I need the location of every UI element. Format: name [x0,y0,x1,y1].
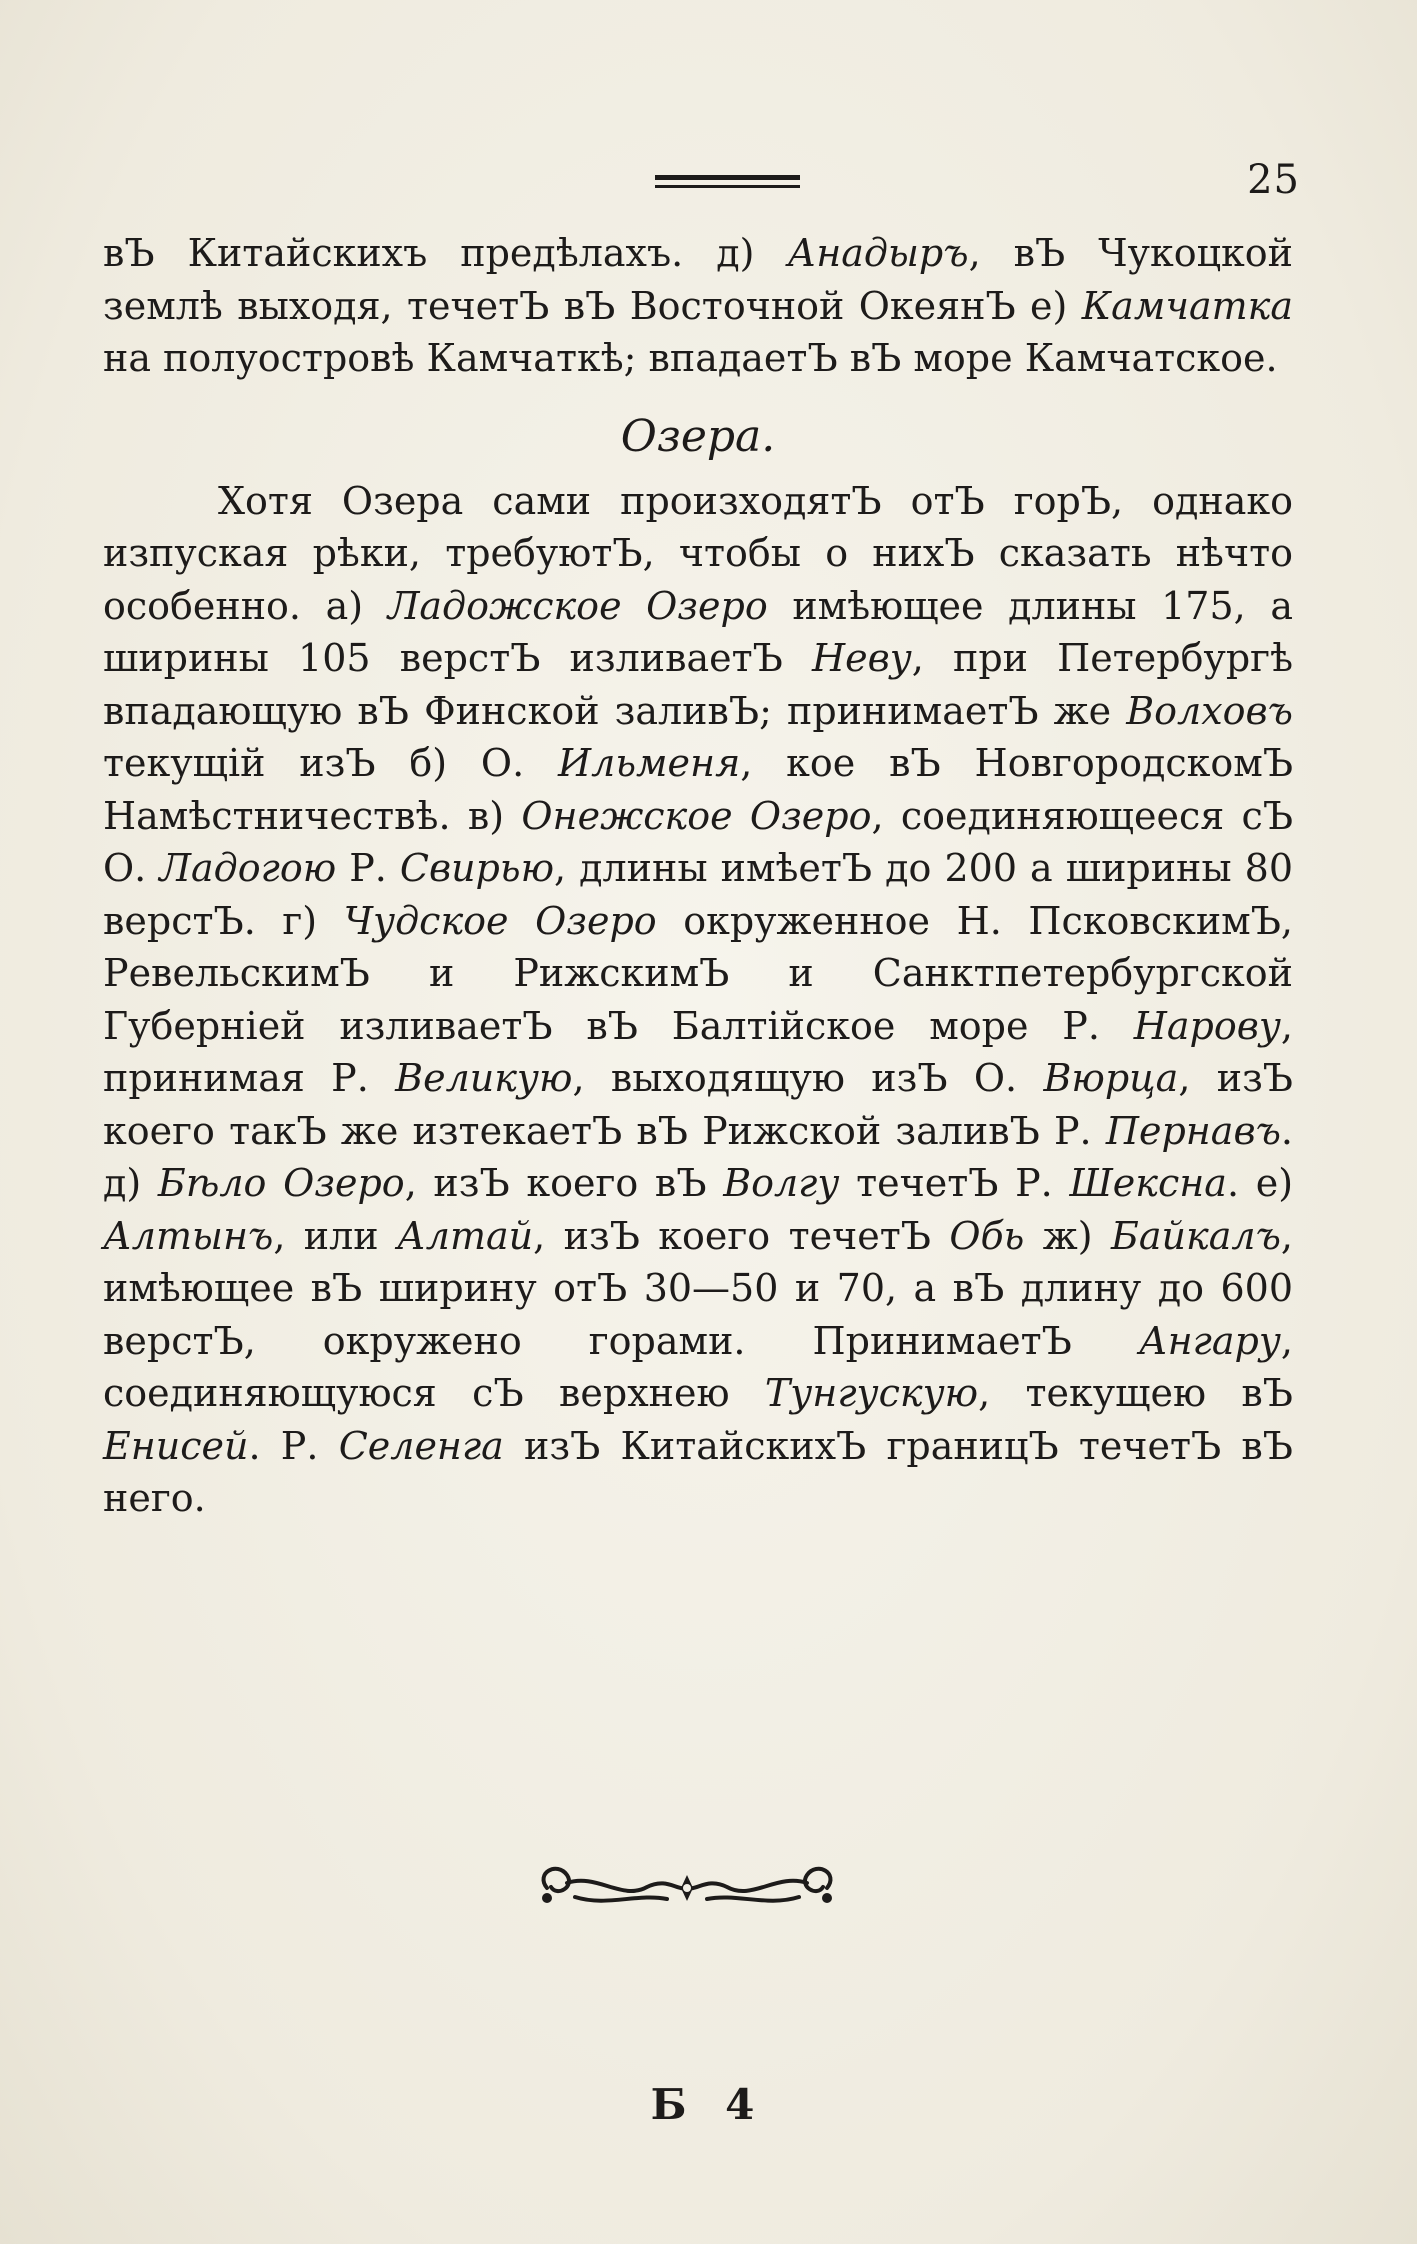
river-name: Неву [811,636,912,680]
text-span: , при Петербургѣ впадающую вЪ Финской заливЪ; принимаетЪ же [103,636,1293,733]
river-name: Пернавъ [1105,1108,1281,1153]
text-span: , кое вЪ НовгородскомЪ Намѣстничествѣ. в) [103,741,1294,838]
page-number: 25 [1247,157,1300,203]
text-span: , соединяющееся сЪ О. [103,793,1294,890]
river-name: Ангару [1138,1318,1281,1363]
river-name: Селенга [338,1423,504,1468]
text-span: , принимая Р. [103,1003,1293,1100]
lake-name: Бѣло Озеро [157,1161,405,1205]
river-name: Обь [949,1213,1025,1258]
text-span: , имѣющее вЪ ширину отЪ 30—50 и 70, а вЪ длину до 600 верстЪ, окружено горами. ПринимаетЪ [103,1213,1293,1363]
river-name: Нарову [1133,1003,1281,1048]
text-span: . Р. [248,1423,339,1468]
lake-name: Онежское Озеро [521,793,872,838]
signature-mark: Б 4 [650,2080,767,2129]
text-span: , изЪ коего вЪ [404,1161,724,1205]
section-heading: Озера. [620,410,776,462]
river-name: Волховъ [1126,688,1293,733]
page-header [100,155,1300,205]
text-span: , или [273,1213,398,1258]
text-body [103,227,1293,1525]
river-name: Свирью [399,846,555,890]
paragraph-rivers-continued [103,227,1293,385]
text-span: . д) [103,1108,1293,1205]
lake-name: Чудское Озеро [343,898,657,943]
text-span: изЪ КитайскихЪ границЪ течетЪ вЪ него. [103,1423,1293,1520]
text-span: , вЪ Чукоцкой землѣ выходя, течетЪ вЪ Восточной ОкеянЪ е) [103,231,1293,328]
text-span: , соединяющуюся сЪ верхнею [103,1318,1293,1415]
lake-name: Ладожское Озеро [387,583,768,628]
text-span: ж) [1024,1213,1111,1258]
river-name: Енисей [103,1423,249,1468]
text-span: окруженное Н. ПсковскимЪ, РевельскимЪ и РижскимЪ и Санктпетербургской Губерніей изливаетЪ вЪ Балтійское море Р. [103,898,1293,1048]
lake-name: Ладогою [159,846,337,890]
river-name: Волгу [723,1161,840,1205]
text-span: , текущею вЪ [978,1371,1293,1415]
text-span: . е) [1226,1161,1294,1205]
river-name: Великую [395,1056,573,1100]
text-span: Р. [336,846,400,890]
text-span: текущій изЪ б) О. [103,741,559,785]
text-span: течетЪ Р. [839,1161,1070,1205]
paragraph-lakes [103,475,1293,1525]
text-span: Хотя Озера сами произходятЪ отЪ горЪ, однако изпуская рѣки, требуютЪ, чтобы о нихЪ сказать нѣчто особенно. а) [103,478,1293,628]
lake-name: Алтынъ [103,1213,274,1258]
decorative-ornament-icon [527,1853,847,1923]
river-name: Камчатка [1081,283,1293,328]
lake-name: Вюрца [1043,1056,1179,1100]
text-span: на полуостровѣ Камчаткѣ; впадаетЪ вЪ море Камчатское. [103,336,1278,380]
text-span: вЪ Китайскихъ предѣлахъ. [103,231,717,275]
text-span: имѣющее длины 175, а ширины 105 верстЪ изливаетЪ [103,583,1293,680]
lake-name: Ильменя [558,741,741,785]
river-name: Шексна [1069,1161,1227,1205]
text-span: , изЪ коего такЪ же изтекаетЪ вЪ Рижской заливЪ Р. [103,1056,1293,1153]
lake-name: Байкалъ [1110,1213,1281,1258]
river-name: Тунгускую [764,1371,979,1415]
header-double-rule [655,175,800,191]
text-span: д) [716,231,788,275]
river-name: Анадыръ [787,231,969,275]
text-span: , выходящую изЪ О. [572,1056,1044,1100]
text-span: , изЪ коего течетЪ [533,1213,950,1258]
lake-name: Алтай [397,1213,534,1258]
text-span: , длины имѣетЪ до 200 а ширины 80 верстЪ. г) [103,846,1294,943]
